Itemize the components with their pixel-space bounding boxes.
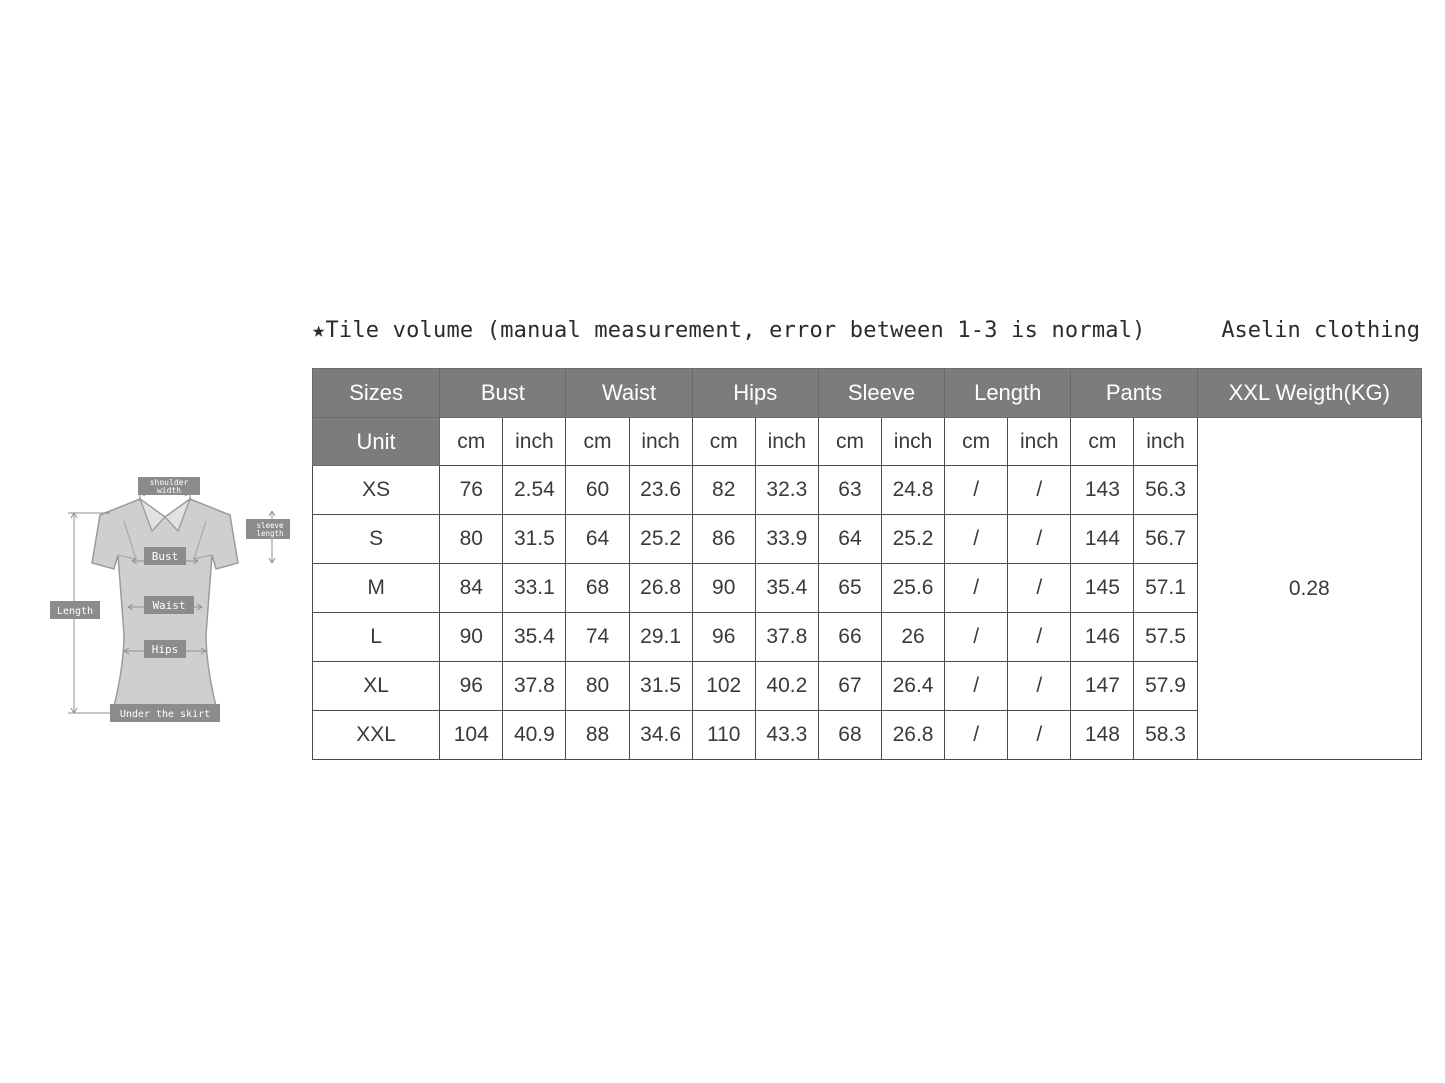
cell: 68 (818, 711, 881, 760)
unit-label: Unit (313, 418, 440, 466)
cell: 26.8 (629, 564, 692, 613)
cell: 68 (566, 564, 629, 613)
cell: 35.4 (755, 564, 818, 613)
cell: 34.6 (629, 711, 692, 760)
unit-cell: cm (945, 418, 1008, 466)
svg-text:length: length (256, 529, 284, 538)
unit-cell: cm (566, 418, 629, 466)
header-pants: Pants (1071, 369, 1197, 418)
row-size-label: XL (313, 662, 440, 711)
unit-cell: inch (629, 418, 692, 466)
cell: 23.6 (629, 466, 692, 515)
cell: 35.4 (503, 613, 566, 662)
cell: 2.54 (503, 466, 566, 515)
row-size-label: M (313, 564, 440, 613)
page-title: ★Tile volume (manual measurement, error between 1-3 is normal) (312, 318, 1146, 343)
header-bust: Bust (440, 369, 566, 418)
cell: 86 (692, 515, 755, 564)
label-sleeve-length (246, 519, 290, 539)
cell: 102 (692, 662, 755, 711)
label-length (50, 601, 100, 619)
svg-text:Length: Length (56, 606, 94, 617)
cell: 82 (692, 466, 755, 515)
label-shoulder-width (138, 477, 200, 495)
cell: / (1008, 613, 1071, 662)
size-table-container (312, 368, 1422, 760)
table-unit-row (313, 418, 1422, 466)
cell: 25.6 (882, 564, 945, 613)
header-weight: XXL Weigth(KG) (1197, 369, 1421, 418)
cell: 26.4 (882, 662, 945, 711)
cell: 64 (566, 515, 629, 564)
table-header-row (313, 369, 1422, 418)
cell: 32.3 (755, 466, 818, 515)
cell: / (945, 662, 1008, 711)
cell: 67 (818, 662, 881, 711)
cell: 43.3 (755, 711, 818, 760)
cell: 33.9 (755, 515, 818, 564)
header-length: Length (945, 369, 1071, 418)
cell: 57.9 (1134, 662, 1197, 711)
unit-cell: inch (755, 418, 818, 466)
cell: 57.5 (1134, 613, 1197, 662)
cell: 145 (1071, 564, 1134, 613)
cell: 90 (440, 613, 503, 662)
header-waist: Waist (566, 369, 692, 418)
cell: 56.3 (1134, 466, 1197, 515)
cell: / (945, 466, 1008, 515)
unit-cell: cm (692, 418, 755, 466)
cell: 90 (692, 564, 755, 613)
label-bust (144, 547, 186, 565)
chart-title-row (312, 318, 1422, 343)
unit-cell: inch (1008, 418, 1071, 466)
unit-cell: cm (1071, 418, 1134, 466)
cell: / (945, 711, 1008, 760)
cell: 74 (566, 613, 629, 662)
cell: 148 (1071, 711, 1134, 760)
svg-text:width: width (156, 486, 182, 495)
cell: 66 (818, 613, 881, 662)
cell: 104 (440, 711, 503, 760)
size-table (312, 368, 1422, 760)
cell: 29.1 (629, 613, 692, 662)
unit-cell: inch (1134, 418, 1197, 466)
cell: 147 (1071, 662, 1134, 711)
cell: / (1008, 515, 1071, 564)
cell: 58.3 (1134, 711, 1197, 760)
label-waist (144, 596, 194, 614)
svg-text:Hips: Hips (151, 643, 179, 656)
cell: / (1008, 711, 1071, 760)
cell: 63 (818, 466, 881, 515)
cell: 60 (566, 466, 629, 515)
cell: 144 (1071, 515, 1134, 564)
svg-text:Bust: Bust (151, 550, 179, 563)
unit-cell: cm (818, 418, 881, 466)
unit-cell: cm (440, 418, 503, 466)
svg-text:Waist: Waist (152, 599, 186, 612)
cell: 40.2 (755, 662, 818, 711)
svg-text:sleeve: sleeve (256, 521, 284, 530)
cell: 25.2 (882, 515, 945, 564)
unit-cell: inch (882, 418, 945, 466)
unit-cell: inch (503, 418, 566, 466)
cell: 37.8 (755, 613, 818, 662)
cell: 25.2 (629, 515, 692, 564)
cell: / (1008, 564, 1071, 613)
cell: 31.5 (629, 662, 692, 711)
cell: 96 (692, 613, 755, 662)
cell: 24.8 (882, 466, 945, 515)
cell: / (945, 613, 1008, 662)
cell: 84 (440, 564, 503, 613)
cell: 88 (566, 711, 629, 760)
svg-text:shoulder: shoulder (149, 478, 189, 487)
cell: 96 (440, 662, 503, 711)
cell: 64 (818, 515, 881, 564)
cell: / (1008, 662, 1071, 711)
cell: 26.8 (882, 711, 945, 760)
cell: / (945, 564, 1008, 613)
label-hips (144, 640, 186, 658)
brand-label: Aselin clothing (1221, 318, 1420, 343)
header-sizes: Sizes (313, 369, 440, 418)
cell: 146 (1071, 613, 1134, 662)
label-under-the-skirt (110, 704, 220, 722)
weight-value: 0.28 (1197, 418, 1421, 760)
row-size-label: XXL (313, 711, 440, 760)
cell: 80 (566, 662, 629, 711)
header-sleeve: Sleeve (818, 369, 944, 418)
garment-diagram (40, 455, 290, 730)
cell: 26 (882, 613, 945, 662)
cell: 37.8 (503, 662, 566, 711)
cell: 33.1 (503, 564, 566, 613)
cell: 143 (1071, 466, 1134, 515)
cell: 40.9 (503, 711, 566, 760)
svg-text:Under the skirt: Under the skirt (119, 709, 211, 720)
row-size-label: L (313, 613, 440, 662)
cell: 76 (440, 466, 503, 515)
row-size-label: S (313, 515, 440, 564)
row-size-label: XS (313, 466, 440, 515)
garment-diagram-svg (40, 455, 290, 730)
cell: / (1008, 466, 1071, 515)
cell: 65 (818, 564, 881, 613)
cell: 31.5 (503, 515, 566, 564)
header-hips: Hips (692, 369, 818, 418)
cell: 57.1 (1134, 564, 1197, 613)
cell: / (945, 515, 1008, 564)
cell: 80 (440, 515, 503, 564)
cell: 56.7 (1134, 515, 1197, 564)
cell: 110 (692, 711, 755, 760)
